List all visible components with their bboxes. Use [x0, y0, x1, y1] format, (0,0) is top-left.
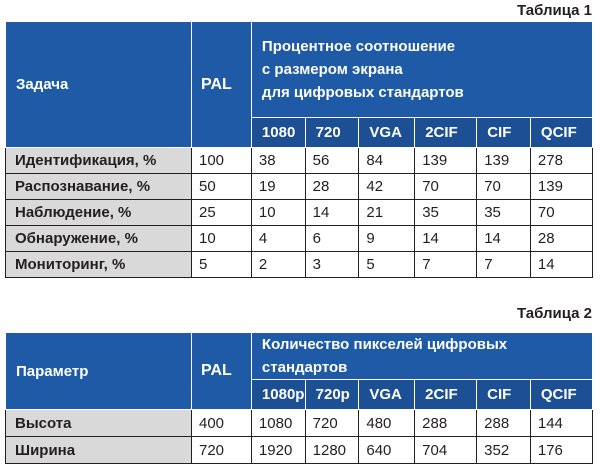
value-cell: 2	[251, 252, 305, 278]
value-cell: 70	[477, 174, 531, 200]
value-cell: 288	[477, 410, 531, 437]
value-cell: 9	[359, 226, 415, 252]
value-cell: 10	[251, 200, 305, 226]
row-label: Идентификация, %	[6, 148, 192, 174]
value-cell: 38	[251, 148, 305, 174]
value-cell: 3	[305, 252, 359, 278]
value-cell: 480	[359, 410, 415, 437]
value-cell: 352	[477, 437, 531, 464]
value-cell: 35	[477, 200, 531, 226]
value-cell: 144	[530, 410, 592, 437]
header-standard: 1080p	[251, 380, 305, 410]
value-cell: 84	[359, 148, 415, 174]
row-label: Высота	[6, 410, 192, 437]
table-row	[6, 174, 593, 200]
value-cell: 21	[359, 200, 415, 226]
table-2-caption: Таблица 2	[516, 305, 592, 322]
header-standard: 720	[305, 118, 359, 148]
header-group	[251, 22, 592, 118]
value-cell: 35	[415, 200, 477, 226]
value-cell: 28	[305, 174, 359, 200]
value-cell: 5	[359, 252, 415, 278]
value-cell: 278	[530, 148, 592, 174]
value-cell: 28	[530, 226, 592, 252]
table-row	[6, 410, 593, 437]
value-cell: 1280	[305, 437, 359, 464]
table-row	[6, 226, 593, 252]
pal-value-cell: 5	[192, 252, 252, 278]
value-cell: 640	[359, 437, 415, 464]
pal-value-cell: 50	[192, 174, 252, 200]
table-1-caption: Таблица 1	[516, 2, 592, 19]
header-standard: 2CIF	[415, 380, 477, 410]
table-row	[6, 252, 593, 278]
value-cell: 176	[530, 437, 592, 464]
header-standard: CIF	[477, 118, 531, 148]
table-row	[6, 148, 593, 174]
value-cell: 70	[530, 200, 592, 226]
pal-value-cell: 25	[192, 200, 252, 226]
table-2	[5, 332, 593, 464]
row-label: Ширина	[6, 437, 192, 464]
value-cell: 139	[530, 174, 592, 200]
value-cell: 6	[305, 226, 359, 252]
value-cell: 42	[359, 174, 415, 200]
pal-value-cell: 400	[192, 410, 252, 437]
value-cell: 288	[415, 410, 477, 437]
table-row	[6, 200, 593, 226]
value-cell: 56	[305, 148, 359, 174]
header-standard: 1080	[251, 118, 305, 148]
header-pal: PAL	[192, 333, 252, 410]
pal-value-cell: 720	[192, 437, 252, 464]
value-cell: 720	[305, 410, 359, 437]
header-standard: 720p	[305, 380, 359, 410]
header-param: Параметр	[6, 333, 192, 410]
header-group-line: с размером экрана	[261, 61, 403, 78]
header-standard: VGA	[359, 118, 415, 148]
value-cell: 139	[477, 148, 531, 174]
value-cell: 14	[477, 226, 531, 252]
table-row	[6, 437, 593, 464]
value-cell: 14	[415, 226, 477, 252]
pal-value-cell: 10	[192, 226, 252, 252]
value-cell: 19	[251, 174, 305, 200]
value-cell: 704	[415, 437, 477, 464]
header-standard: 2CIF	[415, 118, 477, 148]
header-standard: QCIF	[530, 118, 592, 148]
value-cell: 4	[251, 226, 305, 252]
value-cell: 70	[415, 174, 477, 200]
row-label: Обнаружение, %	[6, 226, 192, 252]
row-label: Наблюдение, %	[6, 200, 192, 226]
value-cell: 7	[477, 252, 531, 278]
table-1	[5, 21, 593, 278]
row-label: Распознавание, %	[6, 174, 192, 200]
header-group-line: для цифровых стандартов	[261, 84, 464, 101]
value-cell: 139	[415, 148, 477, 174]
header-standard: CIF	[477, 380, 531, 410]
row-label: Мониторинг, %	[6, 252, 192, 278]
header-group-line: Процентное соотношение	[261, 38, 456, 55]
header-standard: QCIF	[530, 380, 592, 410]
value-cell: 1080	[251, 410, 305, 437]
value-cell: 7	[415, 252, 477, 278]
header-task: Задача	[6, 22, 192, 148]
header-pal: PAL	[192, 22, 252, 148]
value-cell: 1920	[251, 437, 305, 464]
pal-value-cell: 100	[192, 148, 252, 174]
value-cell: 14	[530, 252, 592, 278]
value-cell: 14	[305, 200, 359, 226]
header-group: Количество пикселей цифровых стандартов	[251, 333, 592, 380]
header-standard: VGA	[359, 380, 415, 410]
